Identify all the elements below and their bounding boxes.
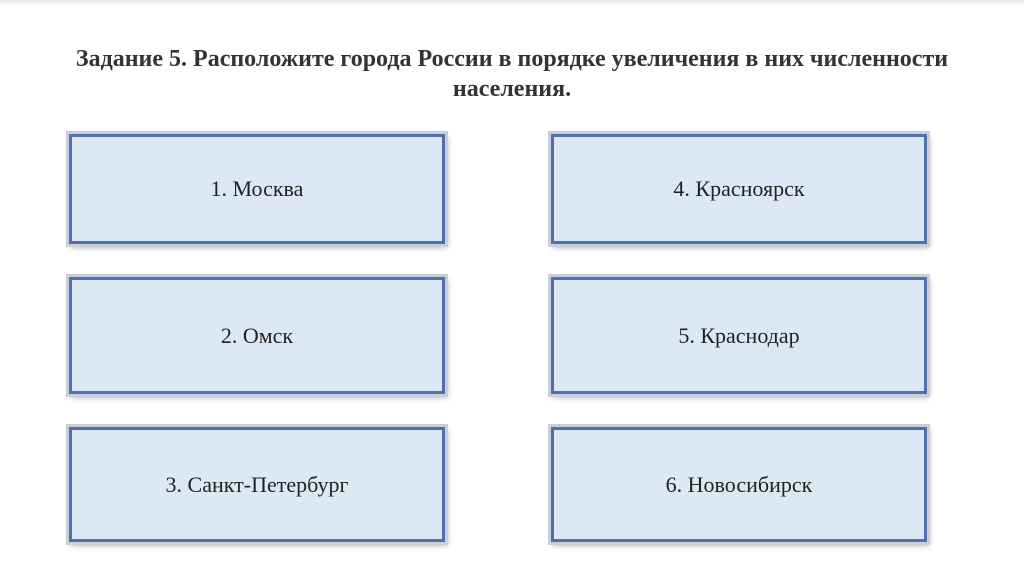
city-card-moscow[interactable] <box>69 134 445 244</box>
city-card-krasnodar[interactable] <box>551 277 927 394</box>
city-card-omsk[interactable] <box>69 277 445 394</box>
slide-top-edge <box>0 0 1024 5</box>
city-card-saint-petersburg[interactable] <box>69 427 445 542</box>
city-card-label: 4. Красноярск <box>673 176 805 201</box>
city-card-label: 2. Омск <box>220 322 294 348</box>
city-card-label: 3. Санкт-Петербург <box>165 471 349 497</box>
city-card-label: 5. Краснодар <box>678 322 800 348</box>
city-card-novosibirsk[interactable] <box>551 427 927 542</box>
city-card-label: 6. Новосибирск <box>665 471 813 497</box>
task-title: Задание 5. Расположите города России в порядке увеличения в них численности населения. <box>75 46 949 102</box>
city-card-label: 1. Москва <box>210 176 304 201</box>
city-card-krasnoyarsk[interactable] <box>551 134 927 244</box>
